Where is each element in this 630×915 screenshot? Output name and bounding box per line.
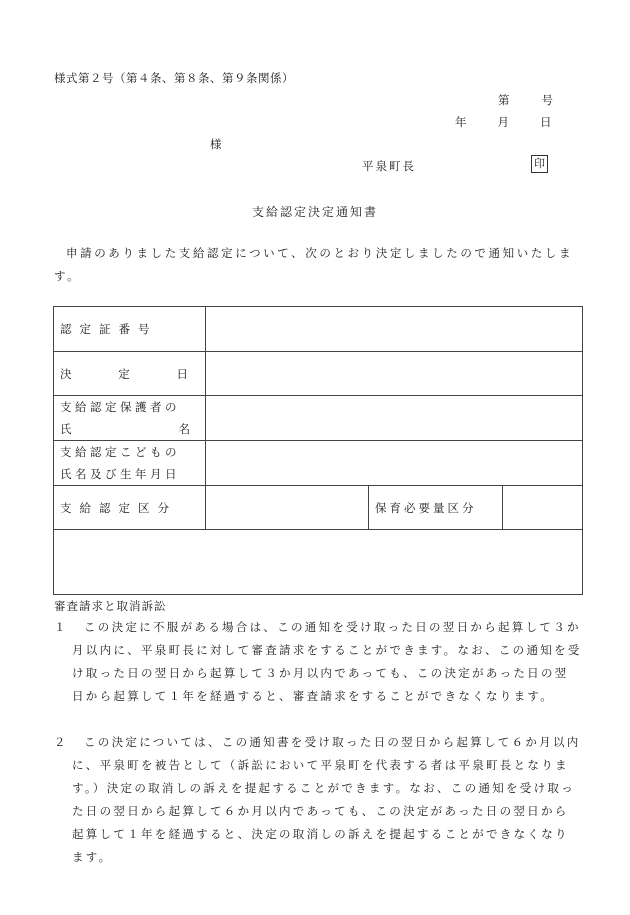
childcare-need-label: 保育必要量区分 xyxy=(369,486,503,530)
issue-date xyxy=(455,114,552,130)
year-label: 年 xyxy=(455,115,467,129)
childcare-need-value xyxy=(503,486,583,530)
appeal-item-text: この決定に不服がある場合は、この通知を受け取った日の翌日から起算して３か月以内に、平泉町長に対して審査請求をすることができます。なお、この通知を受け取った日の翌日から起算して３か月以内であっても、この決定があった日の翌日から起算して１年を経過すると、審査請求をすることができなくなります。 xyxy=(72,620,582,703)
table-row xyxy=(54,396,583,441)
table-row xyxy=(54,352,583,396)
cert-number-value xyxy=(206,307,583,352)
number-suffix: 号 xyxy=(541,93,553,107)
child-label: 支給認定こどもの 氏名及び生年月日 xyxy=(54,441,206,486)
decision-date-value xyxy=(206,352,583,396)
cert-number-label: 認定証番号 xyxy=(54,307,206,352)
child-value xyxy=(206,441,583,486)
table-row xyxy=(54,307,583,352)
appeal-item-text: この決定については、この通知書を受け取った日の翌日から起算して６か月以内に、平泉町を被告として（訴訟において平泉町を代表する者は平泉町長となります。）決定の取消しの訴えを提起することができます。なお、この通知を受け取った日の翌日から起算して６か月以内であっても、この決定があった日の翌日から起算して１年を経過すると、決定の取消しの訴えを提起することができなくなります。 xyxy=(72,735,581,864)
guardian-name-label: 支給認定保護者の 氏 名 xyxy=(54,396,206,441)
table-row xyxy=(54,441,583,486)
appeal-item xyxy=(54,731,582,869)
intro-paragraph: 申請のありました支給認定について、次のとおり決定しましたので通知いたします。 xyxy=(54,246,574,283)
seal-mark: 印 xyxy=(531,155,548,173)
appeal-item xyxy=(54,616,582,708)
form-code: 様式第２号（第４条、第８条、第９条関係） xyxy=(54,71,294,85)
appeal-item-number: ２ xyxy=(54,735,68,749)
number-prefix: 第 xyxy=(498,93,510,107)
document-number xyxy=(498,92,553,108)
category-value xyxy=(206,486,369,530)
certification-table xyxy=(53,306,583,595)
document-title: 支給認定決定通知書 xyxy=(251,205,378,219)
appeal-item-number: １ xyxy=(54,620,68,634)
table-row xyxy=(54,486,583,530)
table-row xyxy=(54,530,583,595)
remarks-cell xyxy=(54,530,583,595)
issuer-name: 平泉町長 xyxy=(362,159,416,173)
appeal-title: 審査請求と取消訴訟 xyxy=(54,599,167,613)
category-label: 支給認定区分 xyxy=(54,486,206,530)
decision-date-label: 決 定 日 xyxy=(54,352,206,396)
month-label: 月 xyxy=(497,115,509,129)
addressee-suffix: 様 xyxy=(210,137,222,151)
guardian-name-value xyxy=(206,396,583,441)
day-label: 日 xyxy=(540,115,552,129)
